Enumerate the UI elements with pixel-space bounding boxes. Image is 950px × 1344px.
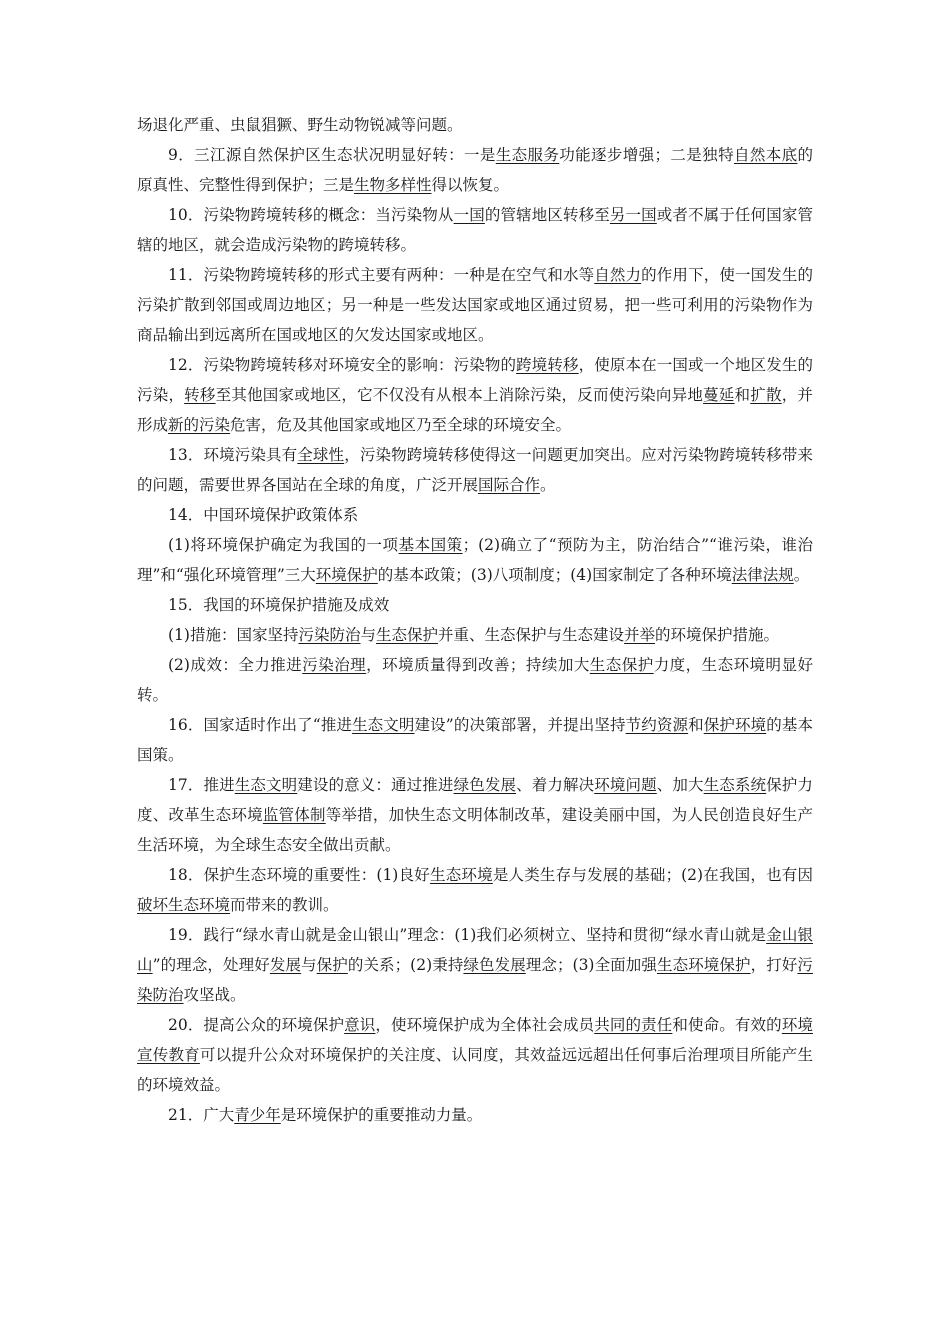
underlined-keyword: 并举 [624,626,656,644]
text-run: 而带来的教训。 [230,896,339,914]
text-run: 。 [793,566,810,584]
underlined-keyword: 意识 [344,1016,376,1034]
underlined-keyword: 扩散 [750,386,782,404]
text-run: 功能逐步增强；二是独特 [559,146,734,164]
underlined-keyword: 跨境转移 [516,356,579,374]
text-run: 是环境保护的重要推动力量。 [280,1106,483,1124]
underlined-keyword: 保护环境 [703,716,767,734]
text-run: 的环境保护措施。 [655,626,780,644]
underlined-keyword: 生态环境 [429,866,493,884]
paragraph-14-heading [137,500,813,530]
underlined-keyword: 新的污染 [168,416,231,434]
underlined-keyword: 生物多样性 [354,176,432,194]
underlined-keyword: 生态文明 [352,716,415,734]
text-run: 理念；(3)全面加强 [525,956,657,974]
text-run: 的管辖地区转移至 [484,206,610,224]
underlined-keyword: 一国 [453,206,485,224]
text-run: 并重、生态保护与生态建设 [438,626,625,644]
paragraph-19 [137,920,813,1010]
paragraph-15-heading [137,590,813,620]
paragraph-15-results [137,650,813,710]
text-run: 是人类生存与发展的基础；(2)在我国，也有因 [492,866,813,884]
paragraph-18 [137,860,813,920]
text-run: 可以提升公众对环境保护的关注度、认同度，其效益远远超出任何事后治理项目所能产生的环境效益。 [137,1046,813,1094]
text-run: 18．保护生态环境的重要性：(1)良好 [168,866,430,884]
text-run: 攻坚战。 [183,986,246,1004]
underlined-keyword: 生态环境保护 [657,956,751,974]
text-run: 10．污染物跨境转移的概念：当污染物从 [168,206,454,224]
text-run: ，并形成 [137,386,813,434]
underlined-keyword: 生态保护 [589,656,654,674]
text-run: 15．我国的环境保护措施及成效 [168,596,390,614]
text-run: 得以恢复。 [431,176,510,194]
text-run: 保护力度、改革生态环境 [137,776,813,824]
paragraph-16 [137,710,813,770]
paragraph-10 [137,200,813,260]
text-run: 和使命。有效的 [672,1016,782,1034]
document-body [137,110,813,1130]
paragraph-13 [137,440,813,500]
text-run: 17．推进 [168,776,235,794]
text-run: 与 [360,626,376,644]
underlined-keyword: 共同的责任 [594,1016,673,1034]
paragraph-12 [137,350,813,440]
text-run: 13．环境污染具有 [168,446,298,464]
underlined-keyword: 青少年 [234,1106,281,1124]
underlined-keyword: 环境问题 [594,776,657,794]
text-run: ”的理念，处理好 [152,956,270,974]
text-run: 力度，生态环境明显好转。 [137,656,813,704]
text-run: (2)成效：全力推进 [168,656,303,674]
paragraph-17 [137,770,813,860]
underlined-keyword: 国际合作 [478,476,541,494]
text-run: 。 [540,476,556,494]
text-run: 20．提高公众的环境保护 [168,1016,345,1034]
underlined-keyword: 污染防治 [137,956,813,1004]
text-run: ，使原本在一国或一个地区发生的污染， [137,356,813,404]
underlined-keyword: 环境保护 [315,566,378,584]
underlined-keyword: 保护 [316,956,348,974]
underlined-keyword: 全球性 [297,446,345,464]
text-run: 16．国家适时作出了“推进 [168,716,353,734]
text-run: (1)将环境保护确定为我国的一项 [168,536,399,554]
underlined-keyword: 金山银山 [137,926,813,974]
text-run: 建设的意义：通过推进 [297,776,454,794]
text-run: 、着力解决 [516,776,595,794]
text-run: 的原真性、完整性得到保护；三是 [137,146,813,194]
underlined-keyword: 转移 [184,386,216,404]
underlined-keyword: 基本国策 [398,536,463,554]
underlined-keyword: 法律法规 [731,566,794,584]
underlined-keyword: 绿色发展 [463,956,526,974]
text-run: ，打好 [750,956,798,974]
underlined-keyword: 污染防治 [298,626,361,644]
text-run: 等举措，加快生态文明体制改革，建设美丽中国，为人民创造良好生产生活环境，为全球生态安全做出贡献。 [137,806,813,854]
text-run: ，使环境保护成为全体社会成员 [375,1016,595,1034]
text-run: 的基本政策；(3)八项制度；(4)国家制定了各种环境 [377,566,732,584]
text-run: 14．中国环境保护政策体系 [168,506,359,524]
text-run: 场退化严重、虫鼠猖獗、野生动物锐减等问题。 [137,116,463,134]
paragraph-continuation [137,110,813,140]
paragraph-20 [137,1010,813,1100]
text-run: 建设”的决策部署，并提出坚持 [414,716,626,734]
underlined-keyword: 监管体制 [262,806,326,824]
underlined-keyword: 绿色发展 [453,776,517,794]
text-run: 的作用下，使一国发生的污染扩散到邻国或周边地区；另一种是一些发达国家或地区通过贸易，把一些可利用的污染物作为商品输出到远离所在国或地区的欠发达国家或地区。 [137,266,813,344]
text-run: 与 [301,956,317,974]
text-run: 的关系；(2)秉持 [347,956,464,974]
underlined-keyword: 生态服务 [495,146,560,164]
underlined-keyword: 另一国 [609,206,657,224]
underlined-keyword: 污染治理 [302,656,367,674]
underlined-keyword: 生态保护 [376,626,439,644]
text-run: 和 [688,716,704,734]
text-run: 9．三江源自然保护区生态状况明显好转：一是 [168,146,496,164]
text-run: ；(2)确立了“预防为主，防治结合”“谁污染，谁治理”和“强化环境管理”三大 [137,536,813,584]
paragraph-15-measures [137,620,813,650]
underlined-keyword: 生态文明 [234,776,298,794]
paragraph-11 [137,260,813,350]
text-run: 危害，危及其他国家或地区乃至全球的环境安全。 [230,416,572,434]
underlined-keyword: 环境宣传教育 [137,1016,813,1064]
text-run: 19．践行“绿水青山就是金山银山”理念：(1)我们必须树立、坚持和贯彻“绿水青山就是 [168,926,767,944]
text-run: 、加大 [656,776,704,794]
text-run: 至其他国家或地区，它不仅没有从根本上消除污染，反而使污染向异地 [215,386,704,404]
text-run: ，污染物跨境转移使得这一问题更加突出。应对污染物跨境转移带来的问题，需要世界各国站在全球的角度，广泛开展 [137,446,813,494]
text-run: 21．广大 [168,1106,235,1124]
underlined-keyword: 自然力 [594,266,642,284]
text-run: 的基本国策。 [137,716,813,764]
text-run: (1)措施：国家坚持 [168,626,299,644]
text-run: 11．污染物跨境转移的形式主要有两种：一种是在空气和水等 [168,266,595,284]
text-run: 12．污染物跨境转移对环境安全的影响：污染物的 [168,356,517,374]
paragraph-9 [137,140,813,200]
text-run: ，环境质量得到改善；持续加大 [366,656,590,674]
underlined-keyword: 破坏生态环境 [137,896,231,914]
text-run: 和 [734,386,751,404]
underlined-keyword: 蔓延 [703,386,735,404]
paragraph-14-content [137,530,813,590]
paragraph-21 [137,1100,813,1130]
underlined-keyword: 生态系统 [703,776,767,794]
underlined-keyword: 节约资源 [625,716,689,734]
underlined-keyword: 自然本底 [733,146,798,164]
underlined-keyword: 发展 [269,956,302,974]
text-run: 或者不属于任何国家管辖的地区，就会造成污染物的跨境转移。 [137,206,813,254]
